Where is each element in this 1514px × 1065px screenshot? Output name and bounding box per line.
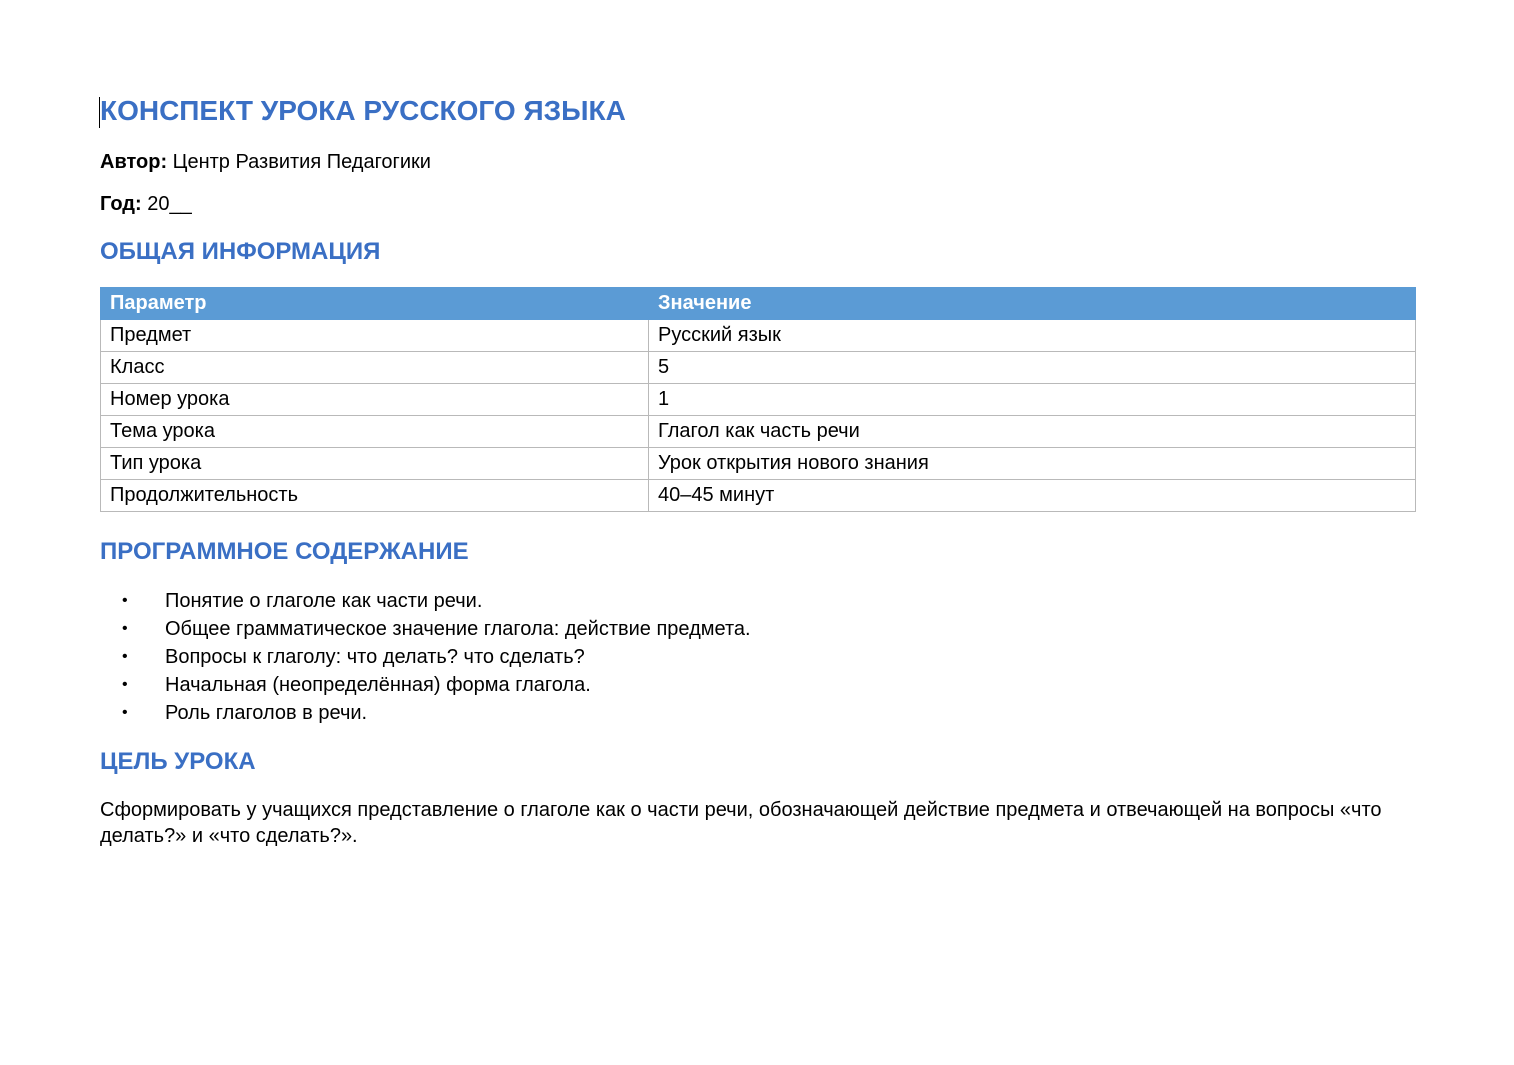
bullet-icon: • [122, 592, 128, 609]
table-row [101, 352, 1416, 384]
table-row [101, 448, 1416, 480]
table-cell-parameter: Класс [101, 352, 649, 384]
list-item [100, 643, 751, 671]
table-cell-parameter: Продолжительность [101, 480, 649, 512]
table-row [101, 384, 1416, 416]
table-cell-parameter: Тема урока [101, 416, 649, 448]
table-cell-value: 1 [649, 384, 1416, 416]
program-content-heading: ПРОГРАММНОЕ СОДЕРЖАНИЕ [100, 538, 469, 565]
table-cell-value: Русский язык [649, 320, 1416, 352]
year-value: 20__ [141, 193, 192, 215]
table-header-row [101, 288, 1416, 320]
general-info-table [100, 287, 1416, 512]
table-cell-value: 5 [649, 352, 1416, 384]
list-item [100, 587, 751, 615]
list-item-text: Вопросы к глаголу: что делать? что сделать? [165, 646, 585, 668]
bullet-icon: • [122, 676, 128, 693]
table-cell-value: Глагол как часть речи [649, 416, 1416, 448]
document-title: КОНСПЕКТ УРОКА РУССКОГО ЯЗЫКА [100, 95, 626, 126]
author-line [100, 149, 431, 175]
table-cell-value: 40–45 минут [649, 480, 1416, 512]
bullet-icon: • [122, 620, 128, 637]
list-item-text: Начальная (неопределённая) форма глагола. [165, 674, 591, 696]
list-item [100, 615, 751, 643]
table-row [101, 416, 1416, 448]
list-item-text: Роль глаголов в речи. [165, 702, 368, 724]
table-cell-parameter: Тип урока [101, 448, 649, 480]
table-row [101, 320, 1416, 352]
bullet-icon: • [122, 704, 128, 721]
column-header-value: Значение [649, 288, 1416, 320]
bullet-icon: • [122, 648, 128, 665]
program-content-list [100, 587, 751, 727]
list-item-text: Общее грамматическое значение глагола: действие предмета. [165, 618, 751, 640]
author-label: Автор: [100, 151, 168, 173]
general-info-heading: ОБЩАЯ ИНФОРМАЦИЯ [100, 238, 381, 265]
list-item [100, 699, 751, 727]
table-cell-value: Урок открытия нового знания [649, 448, 1416, 480]
table-row [101, 480, 1416, 512]
list-item [100, 671, 751, 699]
column-header-parameter: Параметр [101, 288, 649, 320]
table-cell-parameter: Номер урока [101, 384, 649, 416]
year-label: Год: [100, 193, 142, 215]
lesson-goal-text: Сформировать у учащихся представление о глаголе как о части речи, обозначающей действие предмета и отвечающей на вопросы «что делать?» и «что сделать?». [100, 799, 1382, 847]
year-line [100, 191, 192, 217]
list-item-text: Понятие о глаголе как части речи. [165, 590, 483, 612]
lesson-goal-heading: ЦЕЛЬ УРОКА [100, 748, 256, 775]
author-value: Центр Развития Педагогики [167, 151, 431, 173]
table-cell-parameter: Предмет [101, 320, 649, 352]
